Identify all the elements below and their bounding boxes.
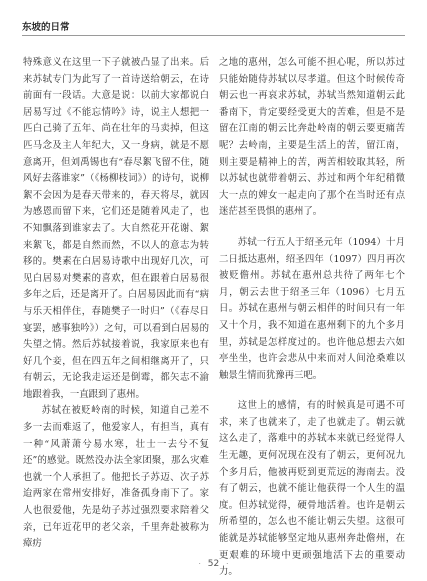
page-header	[22, 10, 405, 40]
page-number: 52	[207, 559, 220, 569]
left-paragraph-2: 苏轼在被贬岭南的时候，知道自己差不多一去而难返了，他爱家人，有担当，真有一种“风萧萧兮易水寒，壮士一去兮不复还”的感觉。既然没办法全家团聚，那么灾难也就一个人承担了。他把长子苏迈、次子苏迨两家在常州安排好，准备孤身南下了。家人也很爱他，先是幼子苏过强烈要求陪着父亲，已年近花甲的老父亲，千里奔赴被称为瘴疠	[23, 405, 209, 550]
right-column	[219, 55, 405, 581]
footer-dot-right: ·	[226, 560, 229, 568]
left-paragraph-1: 特殊意义在这里一下子就被凸显了出来。后来苏轼专门为此写了一首诗送给朝云，在诗前面有一段话。大意是说：以前大家都说白居易写过《不能忘情吟》诗，说主人想把一匹白己骑了五年、尚在壮年的马卖掉，但这匹马念及主人年纪大，又一身病，就是不愿意离开，但刘禹锡也有“春尽絮飞留不住，随风好去落谁家”（《杨柳枝词》）的诗句，说柳絮不会因为是春天带来的，春天将尽，就因为感恩而留下来，它们还是随着风走了，也不知飘落到谁家去了。大自然花开花谢、絮来絮飞，都是自然而然，不以人的意志为转移的。樊素在白居易诗歌中出现好几次，可见白居易对樊素的喜欢，但在跟着白居易很多年之后，还是离开了。白居易因此而有“病与乐天相伴住，春随樊子一时归”（《春尽日宴罢，感事独吟》）之句，可以看到白居易的失望之情。然后苏轼接着说，我家原来也有好几个妾，但在四五年之间相继离开了，只有朝云，无论我走运还是倒霉，都矢志不渝地跟着我，一直跟到了惠州。	[23, 57, 209, 400]
right-paragraph-3: 这世上的感情，有的时候真是可遇不可求，来了也就来了，走了也就走了。朝云就这么走了，落难中的苏轼本来就已经觉得人生无趣，更何况现在没有了朝云，更何况九个多月后，他被再贬到更荒远的海南去。没有了朝云，也就不能让他获得一个人生的温度。但苏轼觉得，硬骨地活着。也许是朝云所希望的，怎么也不能让朝云失望。这很可能就是苏轼能够坚定地从惠州奔赴儋州，在更艰难的环境中更顽强地活下去的重要动力。	[219, 400, 405, 578]
right-paragraph-1: 之地的惠州，怎么可能不担心呢，所以苏过只能始随侍苏轼以尽孝道。但这个时候传奇朝云也一再哀求苏轼，苏轼当然知道朝云此番南下，肯定要经受更大的苦难，但是不是留在江南的朝云比奔赴岭南的朝云要更痛苦呢？去岭南，主要是生活上的苦，留江南，则主要是精神上的苦，两苦相较取其轻，所以苏轼也就带着朝云、苏过和两个年纪稍微大一点的婢女一起走向了那个在当时还有点迷茫甚至畏惧的惠州了。	[219, 57, 405, 218]
header-rule	[22, 35, 405, 36]
paragraph-gap	[219, 221, 405, 235]
running-header-title: 东坡的日常	[22, 22, 70, 33]
left-column	[23, 55, 209, 553]
right-paragraph-2: 苏轼一行五人于绍圣元年（1094）十月二日抵达惠州，绍圣四年（1097）四月再次被贬儋州。苏轼在惠州总共待了两年七个月，朝云去世于绍圣三年（1096）七月五日。苏轼在惠州与朝云相伴的时间只有一年又十个月，我不知道在惠州剩下的九个多月里，苏轼是怎样度过的。也许他总想去六如亭坐坐，也许会悲从中来而对人间沧桑难以触景生情而犹豫再三吧。	[219, 236, 405, 381]
paragraph-gap	[219, 384, 405, 398]
page-footer	[0, 559, 427, 569]
footer-dot-left: ·	[198, 560, 201, 568]
